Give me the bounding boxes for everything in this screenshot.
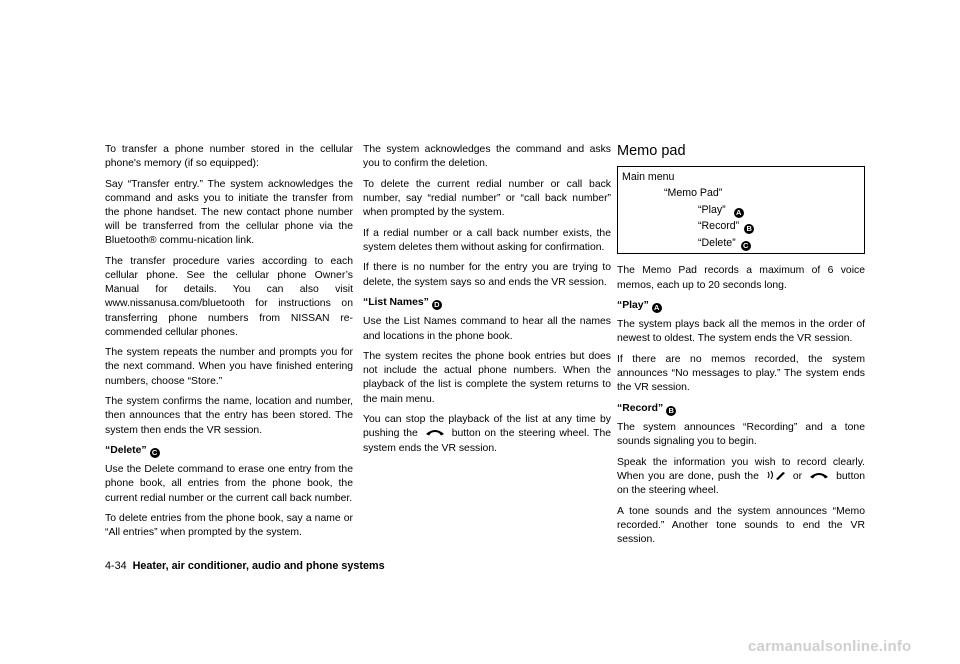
callout-a-badge: A	[734, 208, 744, 218]
record-heading	[617, 402, 865, 416]
paragraph: A tone sounds and the system announces “Memo recorded.” Another tone sounds to end the VR session.	[617, 505, 865, 546]
paragraph: The transfer procedure varies according to each cellular phone. See the cellular phone Owner’s Manual for details. You can also visit www.nissanusa.com/bluetooth for instructions on transferring phone numbers from NISSAN re-commended cellular phones.	[105, 255, 353, 338]
play-heading	[617, 299, 865, 313]
paragraph: To delete the current redial number or call back number, say “redial number” or “call back number” when prompted by the system.	[363, 178, 611, 219]
paragraph: Use the Delete command to erase one entry from the phone book, all entries from the phone book, the current redial number or the current call back number.	[105, 464, 353, 504]
page-number: 4-34	[105, 560, 127, 572]
play-heading-text: “Play”	[617, 300, 649, 312]
paragraph: Say “Transfer entry.” The system acknowledges the command and asks you to initiate the transfer from the phone handset. The new contact phone number will be transferred from the cellular phone via the Bluetooth® commu-nication link.	[105, 178, 353, 247]
callout-b-badge: B	[744, 224, 754, 234]
page-footer	[105, 560, 385, 572]
record-heading-text: “Record”	[617, 403, 664, 415]
delete-heading-text: “Delete”	[105, 445, 147, 457]
paragraph	[363, 413, 611, 455]
paragraph: The system plays back all the memos in the order of newest to oldest. The system ends the VR session.	[617, 319, 865, 345]
paragraph: The system announces “Recording” and a tone sounds signaling you to begin.	[617, 422, 865, 448]
text: button on the steering wheel.	[617, 471, 866, 497]
callout-c-badge: C	[741, 241, 751, 251]
callout-d-badge: D	[432, 300, 442, 310]
menu-tree-box	[617, 166, 865, 254]
paragraph: The system confirms the name, location and number, then announces that the entry has been stored. The system then ends the VR session.	[105, 396, 353, 436]
paragraph: The system repeats the number and prompts you for the next command. When you have finished entering numbers, choose “Store.”	[105, 347, 353, 387]
callout-c-badge: C	[150, 448, 160, 458]
menu-play: “Play” A	[698, 203, 744, 218]
menu-memo-pad: “Memo Pad”	[664, 187, 723, 200]
paragraph: If there is no number for the entry you are trying to delete, the system says so and ends the VR session.	[363, 262, 611, 288]
paragraph: To transfer a phone number stored in the cellular phone's memory (if so equipped):	[105, 144, 353, 170]
paragraph: The Memo Pad records a maximum of 6 voice memos, each up to 20 seconds long.	[617, 265, 865, 291]
menu-main: Main menu	[622, 171, 675, 184]
text: You can stop the playback of the list at any time by pushing the	[363, 414, 611, 440]
paragraph: If a redial number or a call back number exists, the system deletes them without asking for confirmation.	[363, 227, 611, 253]
phone-hangup-icon	[808, 470, 830, 480]
talk-voice-icon	[765, 470, 787, 480]
watermark: carmanualsonline.info	[748, 638, 912, 655]
menu-record: “Record” B	[698, 219, 754, 234]
column-3	[617, 143, 865, 554]
paragraph	[617, 456, 865, 498]
paragraph: The system recites the phone book entries but does not include the actual phone numbers. When the playback of the list is complete the system returns to the main menu.	[363, 351, 611, 405]
phone-hangup-icon	[424, 427, 446, 437]
paragraph: Use the List Names command to hear all the names and locations in the phone book.	[363, 316, 611, 342]
text: Speak the information you wish to record clearly. When you are done, push the	[617, 456, 865, 483]
text: or	[792, 471, 803, 483]
callout-b-badge: B	[666, 406, 676, 416]
menu-delete: “Delete” C	[698, 236, 751, 251]
paragraph: To delete entries from the phone book, say a name or “All entries” when prompted by the system.	[105, 513, 353, 539]
text: button on the steering wheel. The system ends the VR session.	[363, 428, 612, 454]
section-title: Heater, air conditioner, audio and phone systems	[132, 560, 385, 572]
callout-a-badge: A	[652, 303, 662, 313]
paragraph: The system acknowledges the command and asks you to confirm the deletion.	[363, 144, 611, 170]
memo-pad-title: Memo pad	[617, 143, 686, 159]
paragraph: If there are no memos recorded, the system announces “No messages to play.” The system ends the VR session.	[617, 354, 865, 394]
delete-heading	[105, 444, 353, 458]
list-names-heading	[363, 296, 611, 310]
column-2	[363, 143, 611, 462]
list-names-heading-text: “List Names”	[363, 297, 429, 309]
column-1	[105, 143, 353, 547]
